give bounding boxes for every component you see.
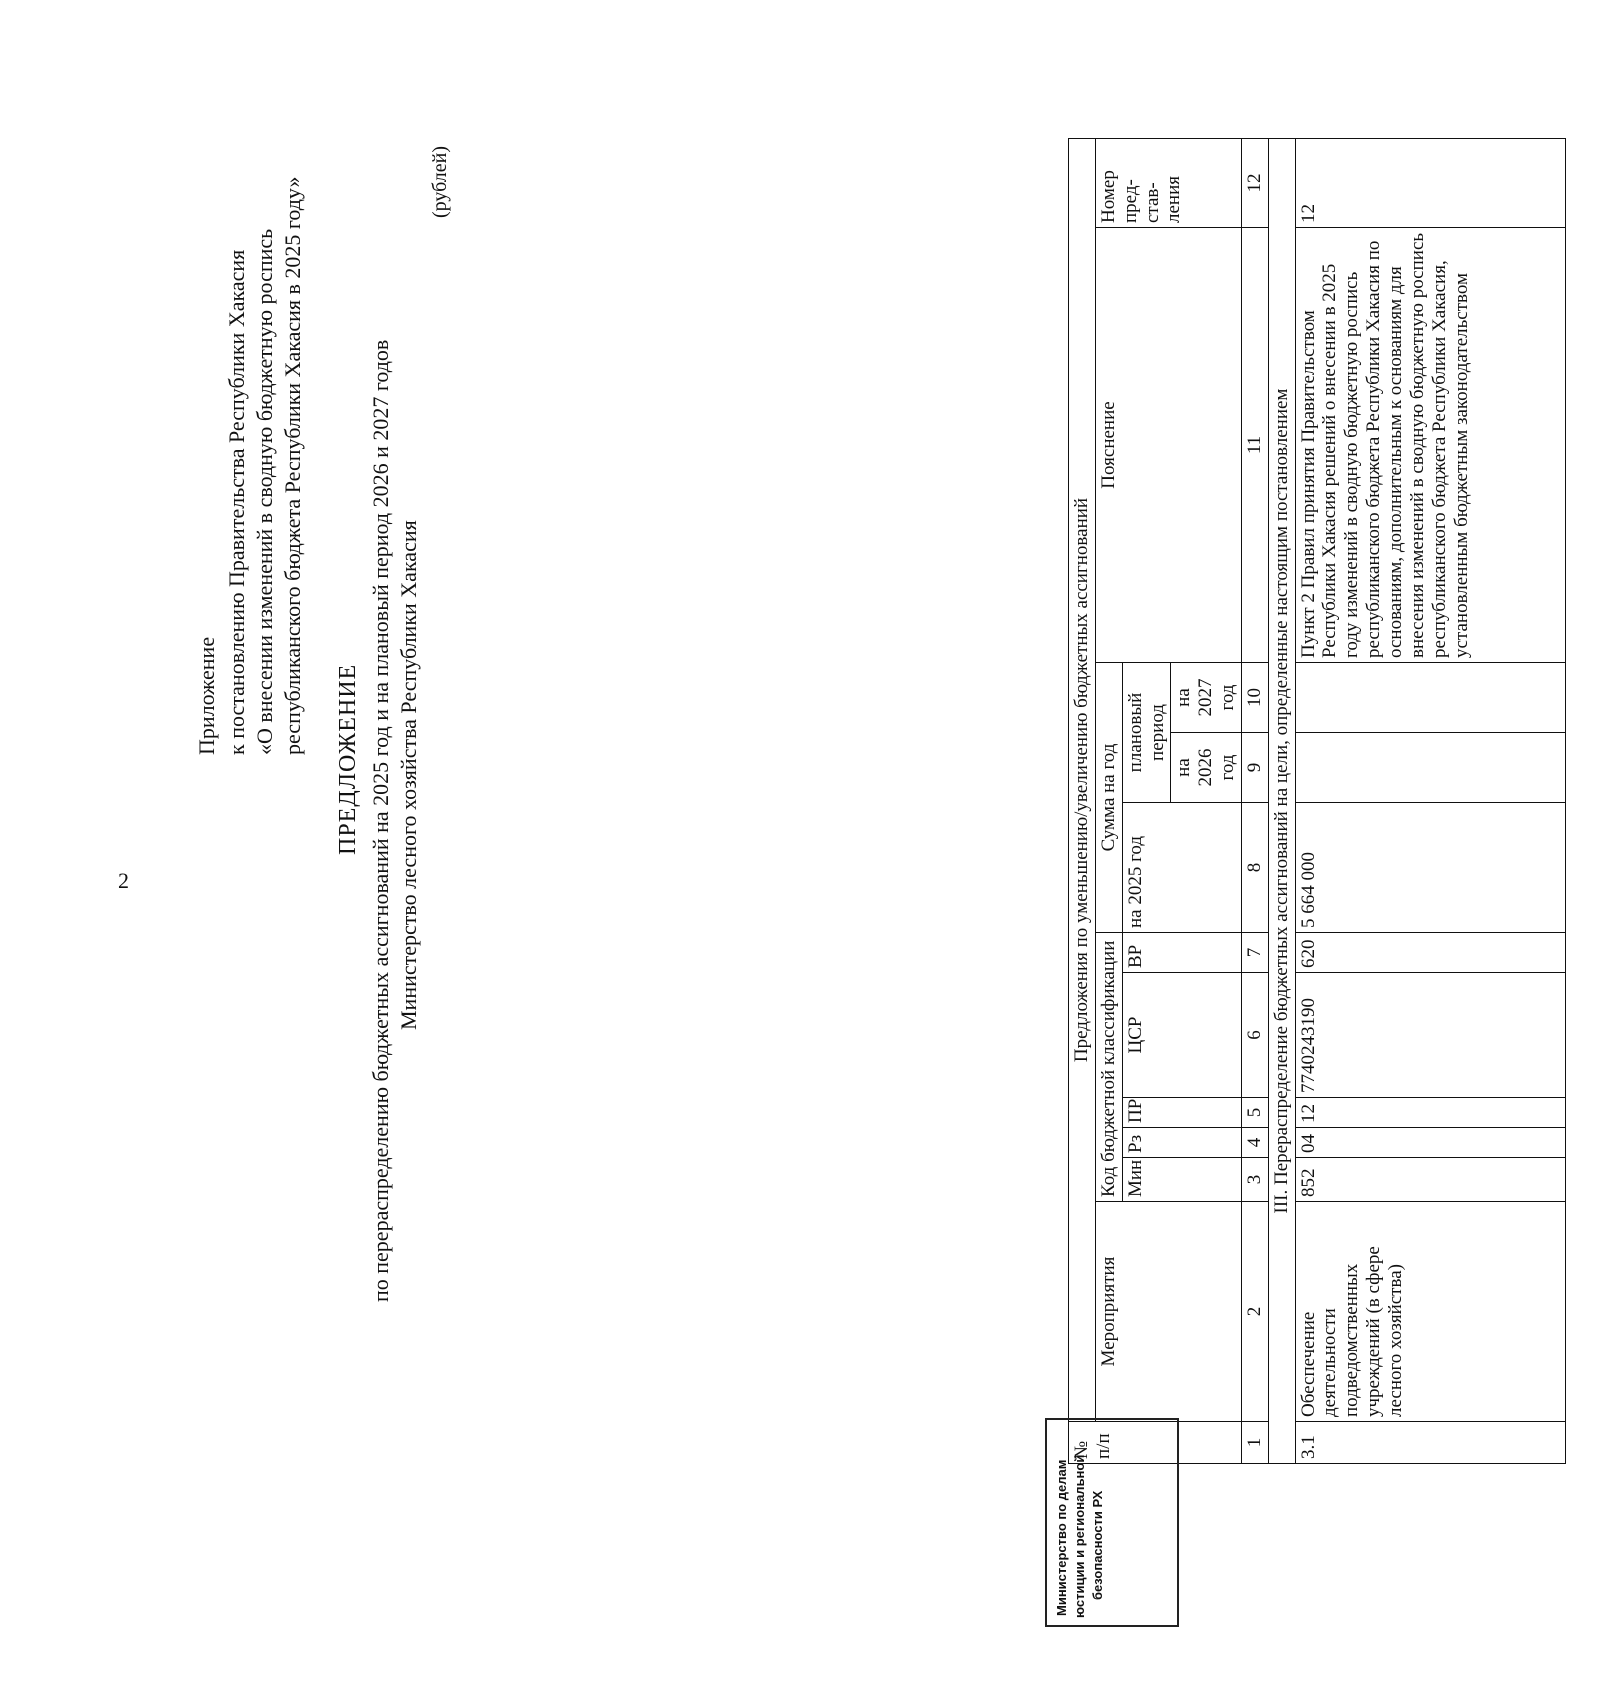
header-2026: на 2026 год bbox=[1171, 733, 1242, 803]
row-pr: 12 bbox=[1295, 1098, 1565, 1128]
unit-label: (рублей) bbox=[429, 145, 451, 218]
col-num: 8 bbox=[1241, 803, 1268, 933]
col-num: 11 bbox=[1241, 228, 1268, 663]
document-subtitle: по перераспределению бюджетных ассигнований на 2025 год и на плановый период 2026 и 2027 годов bbox=[368, 339, 393, 1302]
col-num: 10 bbox=[1241, 663, 1268, 733]
header-sum: Сумма на год bbox=[1095, 663, 1122, 933]
row-sum-2025: 5 664 000 bbox=[1295, 803, 1565, 933]
header-2025: на 2025 год bbox=[1122, 803, 1241, 933]
table-row bbox=[1295, 139, 1565, 1464]
row-csr: 7740243190 bbox=[1295, 973, 1565, 1098]
col-num: 9 bbox=[1241, 733, 1268, 803]
col-num: 4 bbox=[1241, 1128, 1268, 1158]
header-pr: ПР bbox=[1122, 1098, 1241, 1128]
col-num: 3 bbox=[1241, 1158, 1268, 1202]
header-min: Мин bbox=[1122, 1158, 1241, 1202]
header-csr: ЦСР bbox=[1122, 973, 1241, 1098]
appendix-line-1: Приложение bbox=[194, 636, 219, 755]
header-proposals: Предложения по уменьшению/увеличению бюджетных ассигнований bbox=[1069, 139, 1096, 1422]
appendix-line-2: к постановлению Правительства Республики Хакасия bbox=[224, 249, 249, 755]
header-explanation: Пояснение bbox=[1095, 228, 1241, 663]
col-num: 5 bbox=[1241, 1098, 1268, 1128]
header-code: Код бюджетной классификации bbox=[1095, 933, 1122, 1202]
ministry-name: Министерство лесного хозяйства Республики Хакасия bbox=[396, 520, 421, 1030]
appendix-line-3: «О внесении изменений в сводную бюджетную роспись bbox=[252, 228, 277, 755]
stamp-line-3: безопасности РХ bbox=[1090, 1490, 1105, 1600]
row-vr: 620 bbox=[1295, 933, 1565, 973]
stamp-line-2: юстиции и региональной bbox=[1072, 1454, 1087, 1618]
row-rep: 12 bbox=[1295, 139, 1565, 228]
document-title: ПРЕДЛОЖЕНИЕ bbox=[335, 663, 361, 855]
header-rep: Номер пред-став-ления bbox=[1095, 139, 1241, 228]
row-num: 3.1 bbox=[1295, 1422, 1565, 1464]
column-numbers-row bbox=[1241, 139, 1268, 1464]
row-explanation: Пункт 2 Правил принятия Правительством Республики Хакасия решений о внесении в 2025 году изменений в сводную бюджетную роспись республиканского бюджета Республики Хакасия по основаниям, дополнительным к основаниям для внесения изменений в сводную бюджетную роспись республиканского бюджета Республики Хакасия, установленным бюджетным законодательством bbox=[1295, 228, 1565, 663]
registration-stamp bbox=[1045, 1418, 1179, 1627]
header-2027: на 2027 год bbox=[1171, 663, 1242, 733]
header-plan: плановый период bbox=[1122, 663, 1171, 803]
row-event: Обеспечение деятельности подведомственных учреждений (в сфере лесного хозяйства) bbox=[1295, 1202, 1565, 1422]
header-num: № п/п bbox=[1069, 1422, 1242, 1464]
row-min: 852 bbox=[1295, 1158, 1565, 1202]
header-vr: ВР bbox=[1122, 933, 1241, 973]
proposal-table bbox=[1068, 139, 1608, 1464]
stamp-line-1: Министерство по делам bbox=[1054, 1459, 1069, 1616]
row-sum-2026 bbox=[1295, 733, 1565, 803]
col-num: 7 bbox=[1241, 933, 1268, 973]
header-rz: Рз bbox=[1122, 1128, 1241, 1158]
header-event: Мероприятия bbox=[1095, 1202, 1241, 1422]
section-heading: III. Перераспределение бюджетных ассигнований на цели, определенные настоящим постановлением bbox=[1268, 139, 1295, 1464]
col-num: 12 bbox=[1241, 139, 1268, 228]
appendix-line-4: республиканского бюджета Республики Хакасия в 2025 году» bbox=[280, 176, 305, 755]
col-num: 6 bbox=[1241, 973, 1268, 1098]
col-num: 1 bbox=[1241, 1422, 1268, 1464]
page-number: 2 bbox=[118, 868, 129, 893]
col-num: 2 bbox=[1241, 1202, 1268, 1422]
row-rz: 04 bbox=[1295, 1128, 1565, 1158]
row-sum-2027 bbox=[1295, 663, 1565, 733]
